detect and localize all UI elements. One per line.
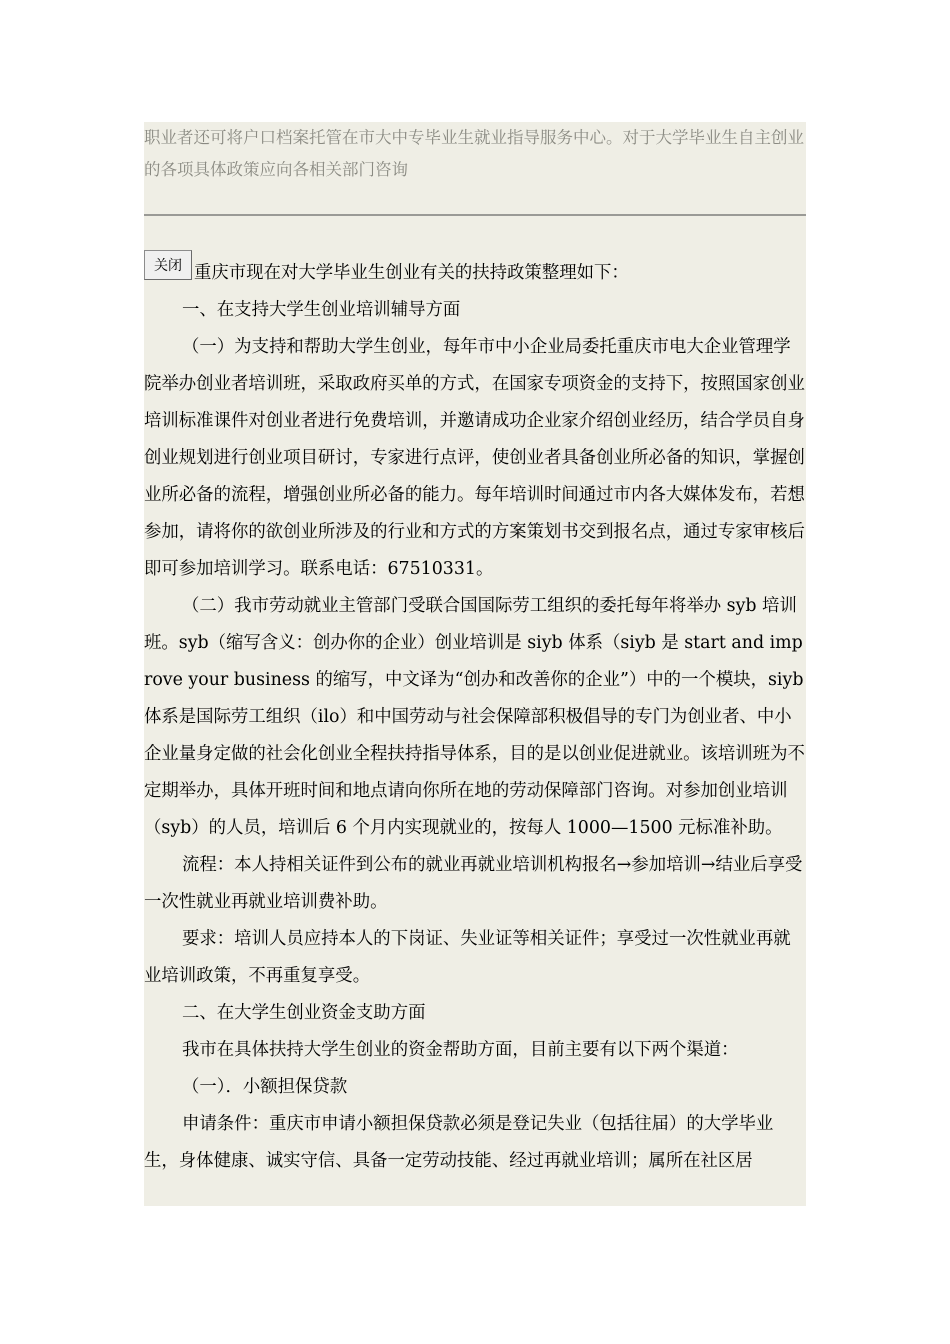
paragraph-training-2: （二）我市劳动就业主管部门受联合国国际劳工组织的委托每年将举办 syb 培训班。syb（缩写含义：创办你的企业）创业培训是 siyb 体系（siyb 是 start and improve your business 的缩写，中文译为“创办和改善你的企业”）中的一个模块，siyb 体系是国际劳工组织（ilo）和中国劳动与社会保障部积极倡导的专门为创业者、中小企业量身定做的社会化创业全程扶持指导体系，目的是以创业促进就业。该培训班为不定期举办，具体开班时间和地点请向你所在地的劳动保障部门咨询。对参加创业培训（syb）的人员，培训后 6 个月内实现就业的，按每人 1000—1500 元标准补助。 <box>144 596 805 838</box>
snippet-divider <box>144 214 806 216</box>
intro-paragraph: 重庆市现在对大学毕业生创业有关的扶持政策整理如下： <box>194 263 629 283</box>
paragraph-process: 流程：本人持相关证件到公布的就业再就业培训机构报名→参加培训→结业后享受一次性就业再就业培训费补助。 <box>144 855 803 912</box>
previous-snippet-text: 职业者还可将户口档案托管在市大中专毕业生就业指导服务中心。对于大学毕业生自主创业的各项具体政策应向各相关部门咨询 <box>144 128 804 179</box>
paragraph-loan-conditions: 申请条件：重庆市申请小额担保贷款必须是登记失业（包括往届）的大学毕业生，身体健康、诚实守信、具备一定劳动技能、经过再就业培训；属所在社区居 <box>144 1114 774 1171</box>
close-button[interactable]: 关闭 <box>144 250 192 280</box>
paragraph-requirements: 要求：培训人员应持本人的下岗证、失业证等相关证件；享受过一次性就业再就业培训政策，不再重复享受。 <box>144 929 791 986</box>
paragraph-training-1: （一）为支持和帮助大学生创业，每年市中小企业局委托重庆市电大企业管理学院举办创业者培训班，采取政府买单的方式，在国家专项资金的支持下，按照国家创业培训标准课件对创业者进行免费培训，并邀请成功企业家介绍创业经历，结合学员自身创业规划进行创业项目研讨，专家进行点评，使创业者具备创业所必备的知识，掌握创业所必备的流程，增强创业所必备的能力。每年培训时间通过市内各大媒体发布，若想参加，请将你的欲创业所涉及的行业和方式的方案策划书交到报名点，通过专家审核后即可参加培训学习。联系电话：67510331。 <box>144 337 805 579</box>
subheading-small-loan: （一）．小额担保贷款 <box>182 1077 348 1097</box>
section-heading-2: 二、在大学生创业资金支助方面 <box>182 1003 426 1023</box>
paragraph-funding-intro: 我市在具体扶持大学生创业的资金帮助方面，目前主要有以下两个渠道： <box>182 1040 739 1060</box>
section-heading-1: 一、在支持大学生创业培训辅导方面 <box>182 300 461 320</box>
document-body <box>144 255 806 1180</box>
